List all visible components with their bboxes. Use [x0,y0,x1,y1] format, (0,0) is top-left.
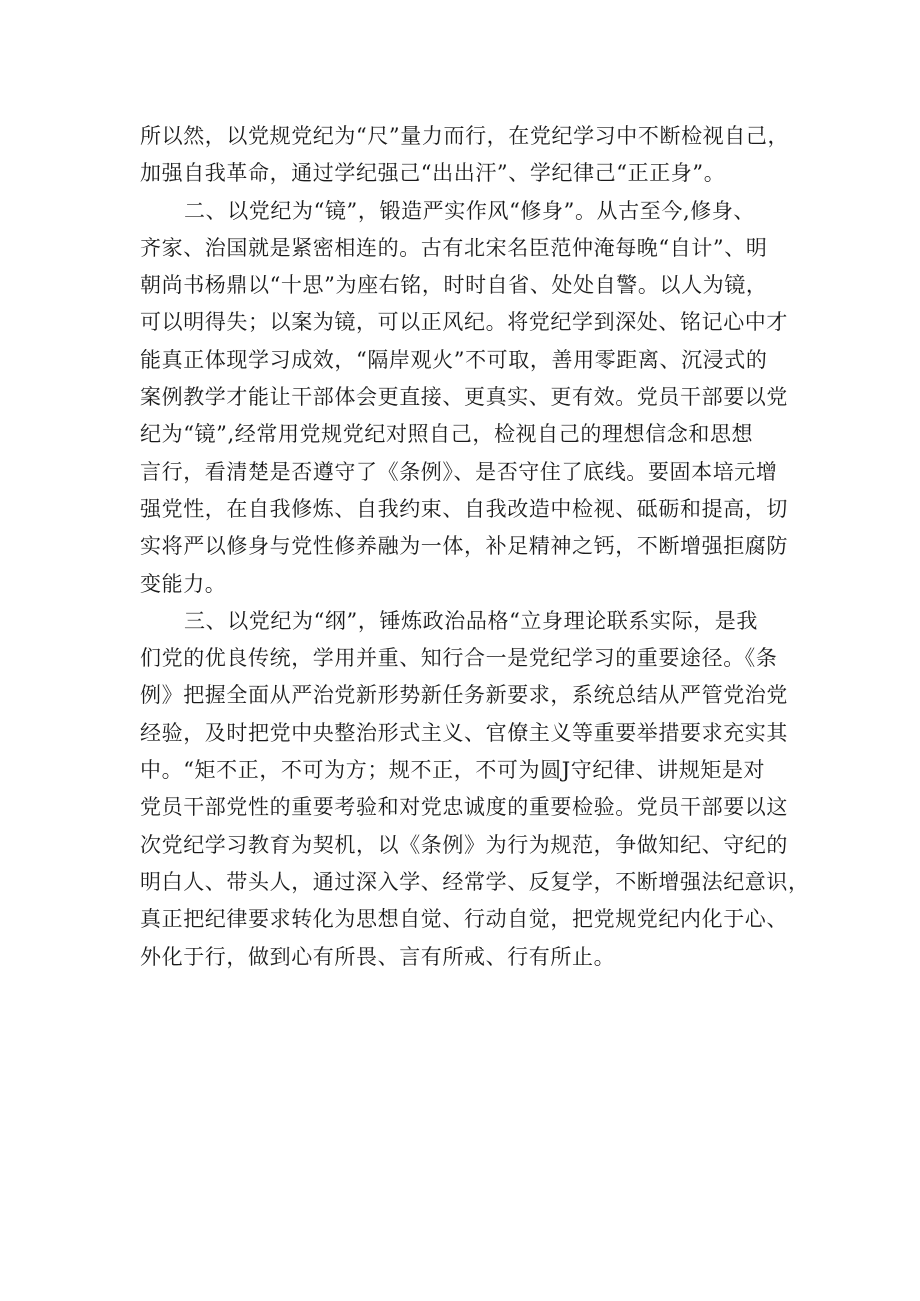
paragraph-2-line-3: 朝尚书杨鼎以“十思”为座右铭，时时自省、处处自警。以人为镜， [140,273,768,298]
paragraph-2-line-1: 二、以党纪为“镜”，锻造严实作风“修身”。从古至今,修身、 [184,198,756,223]
paragraph-2-line-4: 可以明得失；以案为镜，可以正风纪。将党纪学到深处、铭记心中才 [140,310,788,335]
paragraph-3-line-5: 中。“矩不正，不可为方；规不正，不可为圆J守纪律、讲规矩是对 [140,758,766,783]
paragraph-3-line-1: 三、以党纪为“纲”，锤炼政治品格“立身理论联系实际，是我 [184,608,759,633]
paragraph-3-line-4: 经验，及时把党中央整治形式主义、官僚主义等重要举措要求充实其 [140,720,788,745]
paragraph-2-line-8: 言行，看清楚是否遵守了《条例》、是否守住了底线。要固本培元增 [140,459,778,484]
paragraph-3-line-3: 例》把握全面从严治党新形势新任务新要求，系统总结从严管党治党 [140,683,788,708]
document-body [140,118,810,976]
paragraph-3-line-2: 们党的优良传统，学用并重、知行合一是党纪学习的重要途径。《条 [140,646,778,671]
paragraph-1-line-2: 加强自我革命，通过学纪强己“出出汗”、学纪律己“正正身”。 [140,161,726,186]
paragraph-2-line-10: 实将严以修身与党性修养融为一体，补足精神之钙，不断增强拒腐防 [140,534,788,559]
paragraph-3-line-6: 党员干部党性的重要考验和对党忠诚度的重要检验。党员干部要以这 [140,795,788,820]
paragraph-3-line-7: 次党纪学习教育为契机，以《条例》为行为规范，争做知纪、守纪的 [140,832,788,857]
paragraph-2-line-5: 能真正体现学习成效，“隔岸观火”不可取，善用零距离、沉浸式的 [140,347,768,372]
paragraph-3-line-10: 外化于行，做到心有所畏、言有所戒、行有所止。 [140,944,616,969]
paragraph-2-line-9: 强党性，在自我修炼、自我约束、自我改造中检视、砥砺和提高，切 [140,496,788,521]
paragraph-1-line-1: 所以然，以党规党纪为“尺”量力而行，在党纪学习中不断检视自己， [140,124,790,148]
paragraph-2-line-11: 变能力。 [140,571,227,596]
paragraph-3-line-9: 真正把纪律要求转化为思想自觉、行动自觉，把党规党纪内化于心、 [140,907,788,932]
paragraph-2-line-6: 案例教学才能让干部体会更直接、更真实、更有效。党员干部要以党 [140,385,788,410]
paragraph-2-line-7: 纪为“镜”,经常用党规党纪对照自己，检视自己的理想信念和思想 [140,422,754,447]
paragraph-3-line-8: 明白人、带头人，通过深入学、经常学、反复学，不断增强法纪意识， [140,869,810,894]
paragraph-2-line-2: 齐家、治国就是紧密相连的。古有北宋名臣范仲淹每晚“自计”、明 [140,235,768,260]
